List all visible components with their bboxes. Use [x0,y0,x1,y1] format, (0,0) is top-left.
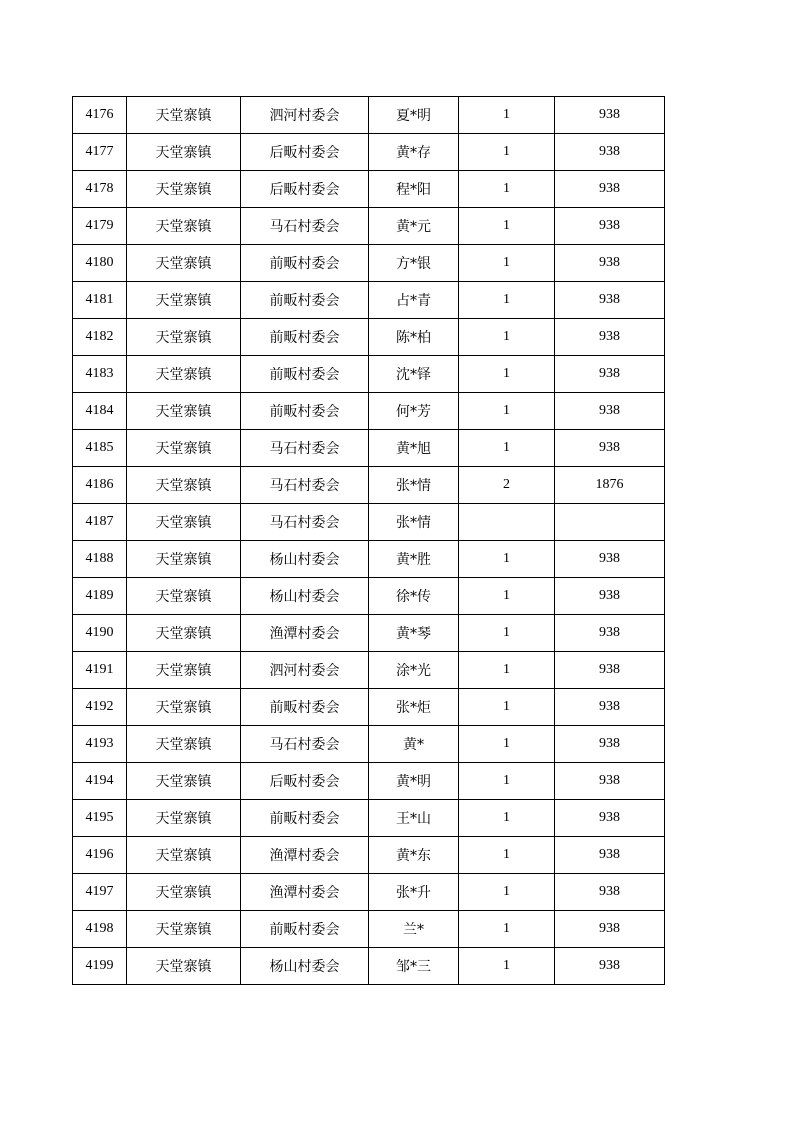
table-row [73,134,665,171]
cell-id: 4179 [73,208,127,245]
cell-amount: 938 [555,245,665,282]
cell-id: 4183 [73,356,127,393]
cell-name: 黄*旭 [369,430,459,467]
cell-name: 何*芳 [369,393,459,430]
cell-village: 马石村委会 [241,208,369,245]
table-row [73,467,665,504]
cell-village: 泗河村委会 [241,97,369,134]
cell-amount: 938 [555,97,665,134]
cell-town: 天堂寨镇 [127,541,241,578]
cell-count: 1 [459,689,555,726]
cell-village: 杨山村委会 [241,948,369,985]
cell-village: 前畈村委会 [241,245,369,282]
table-row [73,282,665,319]
cell-town: 天堂寨镇 [127,356,241,393]
cell-town: 天堂寨镇 [127,578,241,615]
cell-count: 1 [459,578,555,615]
cell-id: 4192 [73,689,127,726]
cell-amount: 938 [555,541,665,578]
roster-body [73,97,665,985]
cell-name: 张*情 [369,504,459,541]
table-row [73,541,665,578]
cell-name: 黄*胜 [369,541,459,578]
cell-id: 4194 [73,763,127,800]
cell-id: 4185 [73,430,127,467]
table-row [73,948,665,985]
table-row [73,208,665,245]
roster-table [72,96,665,985]
cell-id: 4197 [73,874,127,911]
cell-name: 邹*三 [369,948,459,985]
cell-name: 方*银 [369,245,459,282]
cell-name: 黄*元 [369,208,459,245]
table-row [73,319,665,356]
table-row [73,578,665,615]
cell-name: 黄*琴 [369,615,459,652]
cell-amount: 938 [555,800,665,837]
cell-amount: 938 [555,208,665,245]
cell-village: 前畈村委会 [241,800,369,837]
cell-village: 马石村委会 [241,430,369,467]
cell-name: 黄*东 [369,837,459,874]
cell-town: 天堂寨镇 [127,800,241,837]
cell-count: 1 [459,911,555,948]
cell-amount: 938 [555,393,665,430]
cell-count: 1 [459,652,555,689]
cell-town: 天堂寨镇 [127,430,241,467]
cell-id: 4186 [73,467,127,504]
cell-id: 4187 [73,504,127,541]
cell-id: 4182 [73,319,127,356]
cell-name: 王*山 [369,800,459,837]
cell-amount [555,504,665,541]
cell-id: 4189 [73,578,127,615]
cell-town: 天堂寨镇 [127,948,241,985]
cell-town: 天堂寨镇 [127,763,241,800]
cell-name: 黄*明 [369,763,459,800]
cell-name: 沈*铎 [369,356,459,393]
cell-amount: 938 [555,874,665,911]
cell-name: 程*阳 [369,171,459,208]
table-row [73,763,665,800]
cell-name: 占*青 [369,282,459,319]
cell-village: 马石村委会 [241,467,369,504]
table-row [73,911,665,948]
cell-count: 1 [459,245,555,282]
cell-amount: 938 [555,911,665,948]
cell-name: 陈*柏 [369,319,459,356]
cell-name: 夏*明 [369,97,459,134]
table-row [73,504,665,541]
cell-id: 4177 [73,134,127,171]
cell-amount: 938 [555,578,665,615]
cell-name: 张*炬 [369,689,459,726]
cell-amount: 938 [555,726,665,763]
cell-town: 天堂寨镇 [127,689,241,726]
cell-town: 天堂寨镇 [127,245,241,282]
cell-count: 1 [459,948,555,985]
cell-town: 天堂寨镇 [127,134,241,171]
cell-amount: 938 [555,430,665,467]
cell-amount: 938 [555,837,665,874]
cell-town: 天堂寨镇 [127,726,241,763]
cell-amount: 938 [555,282,665,319]
cell-count: 1 [459,726,555,763]
cell-amount: 938 [555,171,665,208]
cell-town: 天堂寨镇 [127,467,241,504]
cell-amount: 938 [555,319,665,356]
cell-name: 张*升 [369,874,459,911]
cell-name: 徐*传 [369,578,459,615]
table-row [73,615,665,652]
cell-name: 张*情 [369,467,459,504]
cell-count: 1 [459,356,555,393]
cell-id: 4181 [73,282,127,319]
cell-village: 泗河村委会 [241,652,369,689]
cell-id: 4198 [73,911,127,948]
cell-village: 后畈村委会 [241,763,369,800]
cell-count: 1 [459,837,555,874]
table-row [73,800,665,837]
cell-count: 2 [459,467,555,504]
cell-count: 1 [459,134,555,171]
cell-village: 前畈村委会 [241,393,369,430]
cell-village: 前畈村委会 [241,319,369,356]
cell-name: 黄*存 [369,134,459,171]
cell-count [459,504,555,541]
cell-id: 4195 [73,800,127,837]
cell-village: 前畈村委会 [241,689,369,726]
cell-id: 4191 [73,652,127,689]
cell-town: 天堂寨镇 [127,97,241,134]
cell-town: 天堂寨镇 [127,504,241,541]
cell-name: 黄* [369,726,459,763]
cell-count: 1 [459,208,555,245]
table-row [73,837,665,874]
table-row [73,430,665,467]
cell-name: 涂*光 [369,652,459,689]
table-row [73,874,665,911]
cell-town: 天堂寨镇 [127,171,241,208]
cell-town: 天堂寨镇 [127,208,241,245]
table-row [73,356,665,393]
cell-village: 前畈村委会 [241,356,369,393]
cell-village: 杨山村委会 [241,541,369,578]
cell-village: 马石村委会 [241,726,369,763]
cell-id: 4190 [73,615,127,652]
cell-id: 4180 [73,245,127,282]
cell-town: 天堂寨镇 [127,282,241,319]
cell-id: 4178 [73,171,127,208]
cell-id: 4176 [73,97,127,134]
cell-amount: 938 [555,948,665,985]
cell-town: 天堂寨镇 [127,393,241,430]
table-row [73,652,665,689]
cell-count: 1 [459,541,555,578]
table-row [73,97,665,134]
cell-count: 1 [459,393,555,430]
cell-town: 天堂寨镇 [127,652,241,689]
cell-count: 1 [459,319,555,356]
cell-count: 1 [459,615,555,652]
table-row [73,171,665,208]
cell-town: 天堂寨镇 [127,615,241,652]
cell-id: 4193 [73,726,127,763]
cell-amount: 938 [555,689,665,726]
table-row [73,393,665,430]
cell-id: 4199 [73,948,127,985]
cell-count: 1 [459,763,555,800]
cell-id: 4188 [73,541,127,578]
cell-town: 天堂寨镇 [127,319,241,356]
cell-village: 前畈村委会 [241,911,369,948]
cell-count: 1 [459,800,555,837]
cell-amount: 1876 [555,467,665,504]
cell-amount: 938 [555,763,665,800]
cell-amount: 938 [555,134,665,171]
cell-id: 4184 [73,393,127,430]
cell-town: 天堂寨镇 [127,874,241,911]
cell-name: 兰* [369,911,459,948]
cell-count: 1 [459,430,555,467]
cell-village: 后畈村委会 [241,134,369,171]
cell-village: 渔潭村委会 [241,837,369,874]
cell-town: 天堂寨镇 [127,911,241,948]
table-row [73,689,665,726]
table-row [73,726,665,763]
cell-count: 1 [459,171,555,208]
cell-amount: 938 [555,356,665,393]
cell-village: 杨山村委会 [241,578,369,615]
table-row [73,245,665,282]
cell-village: 渔潭村委会 [241,615,369,652]
cell-amount: 938 [555,615,665,652]
cell-count: 1 [459,97,555,134]
cell-count: 1 [459,874,555,911]
cell-id: 4196 [73,837,127,874]
cell-village: 前畈村委会 [241,282,369,319]
cell-count: 1 [459,282,555,319]
cell-village: 后畈村委会 [241,171,369,208]
cell-amount: 938 [555,652,665,689]
cell-village: 马石村委会 [241,504,369,541]
cell-town: 天堂寨镇 [127,837,241,874]
cell-village: 渔潭村委会 [241,874,369,911]
